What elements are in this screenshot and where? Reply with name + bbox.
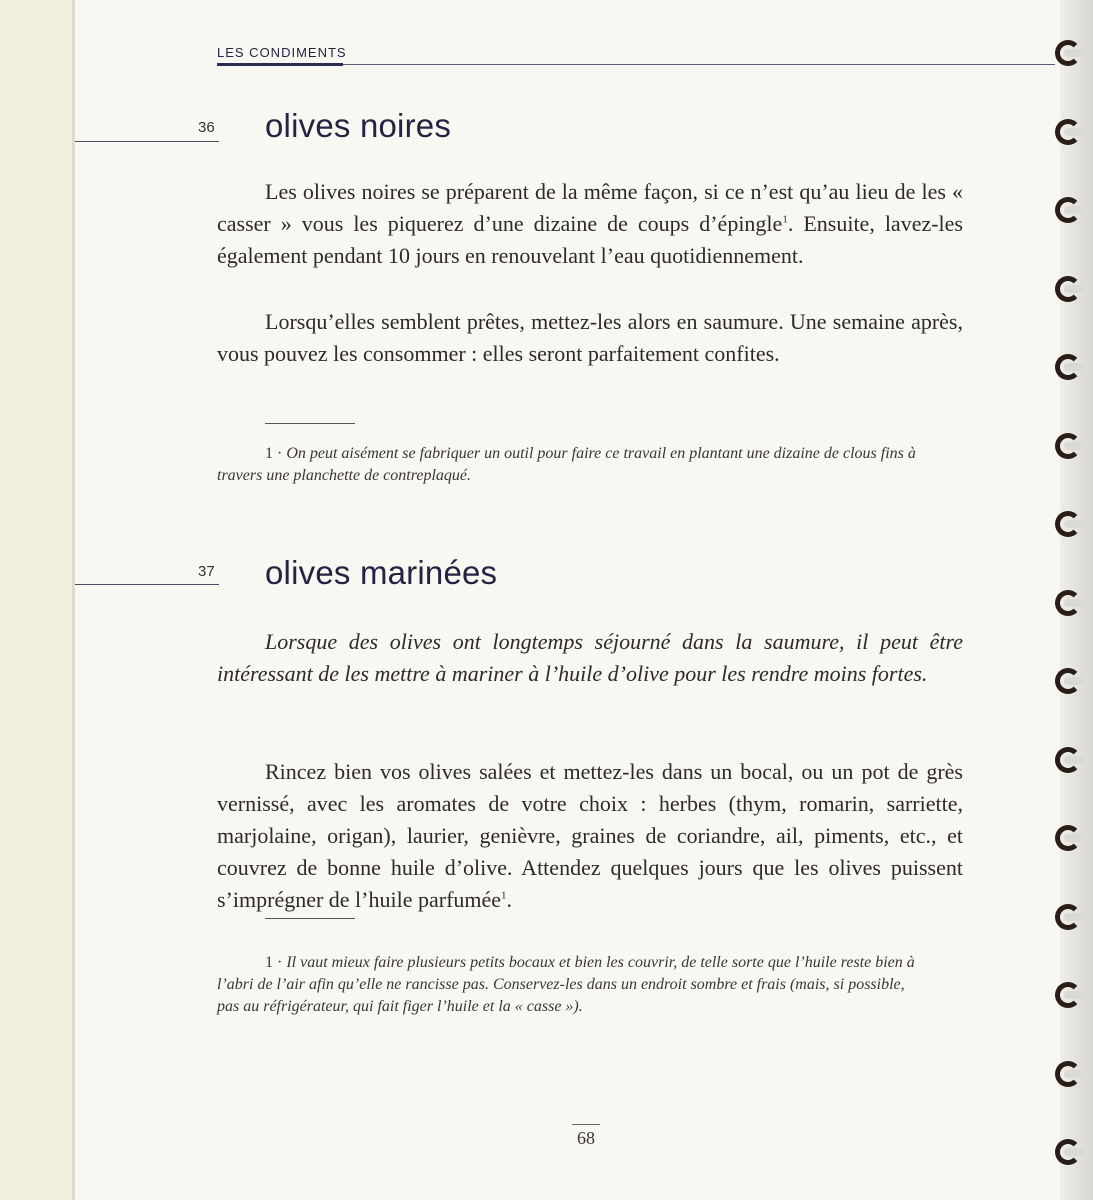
running-head: LES CONDIMENTS bbox=[217, 45, 347, 60]
recipe-rule bbox=[75, 141, 219, 142]
recipe-intro: Lorsque des olives ont longtemps séjourné dans la saumure, il peut être intéressant de les mettre à mariner à l’huile d’olive pour les rendre moins fortes. bbox=[217, 629, 963, 686]
binding-wire bbox=[1064, 206, 1084, 214]
footnote-number: 1 · bbox=[265, 954, 283, 971]
footnote-rule bbox=[265, 918, 355, 919]
footnote-rule bbox=[265, 423, 355, 424]
footnote-text: On peut aisément se fabriquer un outil pour faire ce travail en plantant une dizaine de clous fins à travers une planchette de contreplaqué. bbox=[217, 445, 916, 484]
recipe-title: olives marinées bbox=[265, 554, 498, 591]
running-head-rule bbox=[343, 64, 1055, 65]
binding-wire bbox=[1064, 834, 1084, 842]
page-number: 68 bbox=[577, 1128, 595, 1148]
binding-wire bbox=[1064, 991, 1084, 999]
binding-wire bbox=[1064, 677, 1084, 685]
paragraph-text: Ensuite, lavez-les également pendant 10 jours en renouvelant l’eau quotidiennement. bbox=[217, 211, 963, 268]
footnote-ref: 1 bbox=[501, 889, 507, 902]
binding-wire bbox=[1064, 913, 1084, 921]
paragraph-text: Rincez bien vos olives salées et mettez-les dans un bocal, ou un pot de grès vernissé, avec les aromates de votre choix : herbes (thym, romarin, sarriette, marjolaine, origan), laurier, genièvre, graines de coriandre, ail, piments, etc., et couvrez de bonne huile d’olive. Attendez quelques jours que les olives puissent s’imprégner de l’huile parfumée bbox=[217, 759, 963, 912]
running-head-bar bbox=[217, 63, 343, 66]
recipe-paragraph: Rincez bien vos olives salées et mettez-les dans un bocal, ou un pot de grès vernissé, avec les aromates de votre choix : herbes (thym, romarin, sarriette, marjolaine, origan), laurier, genièvre, graines de coriandre, ail, piments, etc., et couvrez de bonne huile d’olive. Attendez quelques jours que les olives puissent s’imprégner de l’huile parfumée$^1$. bbox=[217, 759, 963, 912]
binding-wire bbox=[1064, 599, 1084, 607]
binding-wire bbox=[1064, 285, 1084, 293]
facing-page-edge bbox=[0, 0, 75, 1200]
recipe-rule bbox=[75, 584, 219, 585]
footnote-ref: 1 bbox=[782, 213, 788, 226]
paragraph-text: Les olives noires se préparent de la même façon, si ce n’est qu’au lieu de les « casser » vous les piquerez d’une dizaine de coups d’épingle bbox=[217, 179, 963, 236]
recipe-paragraph: Lorsqu’elles semblent prêtes, mettez-les alors en saumure. Une semaine après, vous pouvez les consommer : elles seront parfaitement confites. bbox=[217, 309, 963, 366]
footnote-text: Il vaut mieux faire plusieurs petits bocaux et bien les couvrir, de telle sorte que l’huile reste bien à l’abri de l’air afin qu’elle ne rancisse pas. Conservez-les dans un endroit sombre et frais (mais, si possible, pas au réfrigérateur, qui fait figer l’huile et la « casse »). bbox=[217, 954, 915, 1015]
recipe-number: 37 bbox=[198, 563, 215, 580]
recipe-number: 36 bbox=[198, 119, 215, 136]
binding-wire bbox=[1064, 756, 1084, 764]
binding-wire bbox=[1064, 520, 1084, 528]
binding-wire bbox=[1064, 1148, 1084, 1156]
binding-wire bbox=[1064, 442, 1084, 450]
recipe-title: olives noires bbox=[265, 107, 452, 144]
binding-wire bbox=[1064, 128, 1084, 136]
folio-rule bbox=[572, 1124, 600, 1125]
binding-wire bbox=[1064, 49, 1084, 57]
recipe-paragraph: Les olives noires se préparent de la même façon, si ce n’est qu’au lieu de les « casser » vous les piquerez d’une dizaine de coups d’épingle$^1$. Ensuite, lavez-les également pendant 10 jours en renouvelant l’eau quotidiennement. bbox=[217, 179, 963, 268]
binding-wire bbox=[1064, 1070, 1084, 1078]
footnote-number: 1 · bbox=[265, 445, 283, 462]
binding-wire bbox=[1064, 363, 1084, 371]
footnote bbox=[217, 952, 917, 1018]
footnote bbox=[217, 443, 917, 487]
